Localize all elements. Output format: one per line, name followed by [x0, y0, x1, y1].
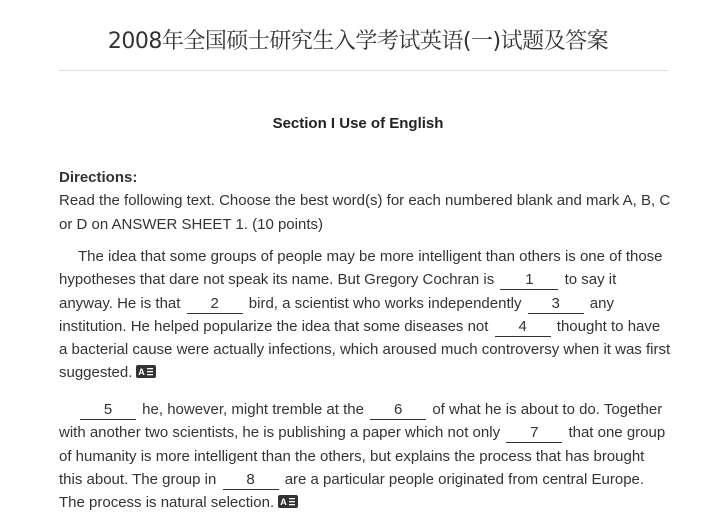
blank-8[interactable]: 8: [223, 471, 279, 490]
blank-5[interactable]: 5: [80, 401, 136, 420]
blank-7[interactable]: 7: [506, 424, 562, 443]
paragraph-text: are a particular people originated from central Europe. The process is natural selection.: [59, 470, 645, 512]
paragraph-text: he, however, might tremble at the: [142, 401, 364, 418]
paragraph-text: any institution. He helped popularize the idea that some diseases not: [59, 294, 614, 335]
paragraph-text: The idea that some groups of people may be more intelligent than others is one of those hypotheses that dare not speak its name. But Gregory Cochran is: [59, 248, 663, 289]
translate-icon[interactable]: [136, 362, 156, 385]
title-divider: [59, 70, 668, 71]
page-title: 2008年全国硕士研究生入学考试英语(一)试题及答案: [107, 29, 609, 54]
blank-6[interactable]: 6: [370, 401, 426, 420]
directions: [59, 166, 671, 236]
translate-icon[interactable]: [278, 492, 298, 515]
paragraph-2: [59, 398, 671, 515]
blank-2[interactable]: 2: [187, 295, 243, 314]
svg-text:A: A: [280, 497, 287, 508]
svg-text:A: A: [138, 367, 146, 378]
blank-1[interactable]: 1: [500, 271, 558, 290]
directions-text: Read the following text. Choose the best word(s) for each numbered blank and mark A, B, C or D on ANSWER SHEET 1. (10 points): [59, 192, 671, 233]
paragraph-text: to say it anyway. He is that: [59, 271, 617, 312]
paragraph-1: [59, 245, 671, 386]
blank-4[interactable]: 4: [495, 318, 551, 337]
paragraph-text: that one group of humanity is more intelligent than the others, but explains the process that has brought this about. The group in: [59, 424, 666, 488]
paragraph-text: thought to have a bacterial cause were actually infections, which aroused much controversy when it was first suggested.: [59, 317, 671, 382]
paragraph-text: of what he is about to do. Together with another two scientists, he is publishing a paper which not only: [59, 401, 663, 442]
section-title: Section I Use of English: [272, 115, 444, 132]
paragraph-text: bird, a scientist who works independently: [248, 294, 522, 312]
blank-3[interactable]: 3: [528, 295, 584, 314]
directions-label: Directions:: [59, 169, 138, 186]
